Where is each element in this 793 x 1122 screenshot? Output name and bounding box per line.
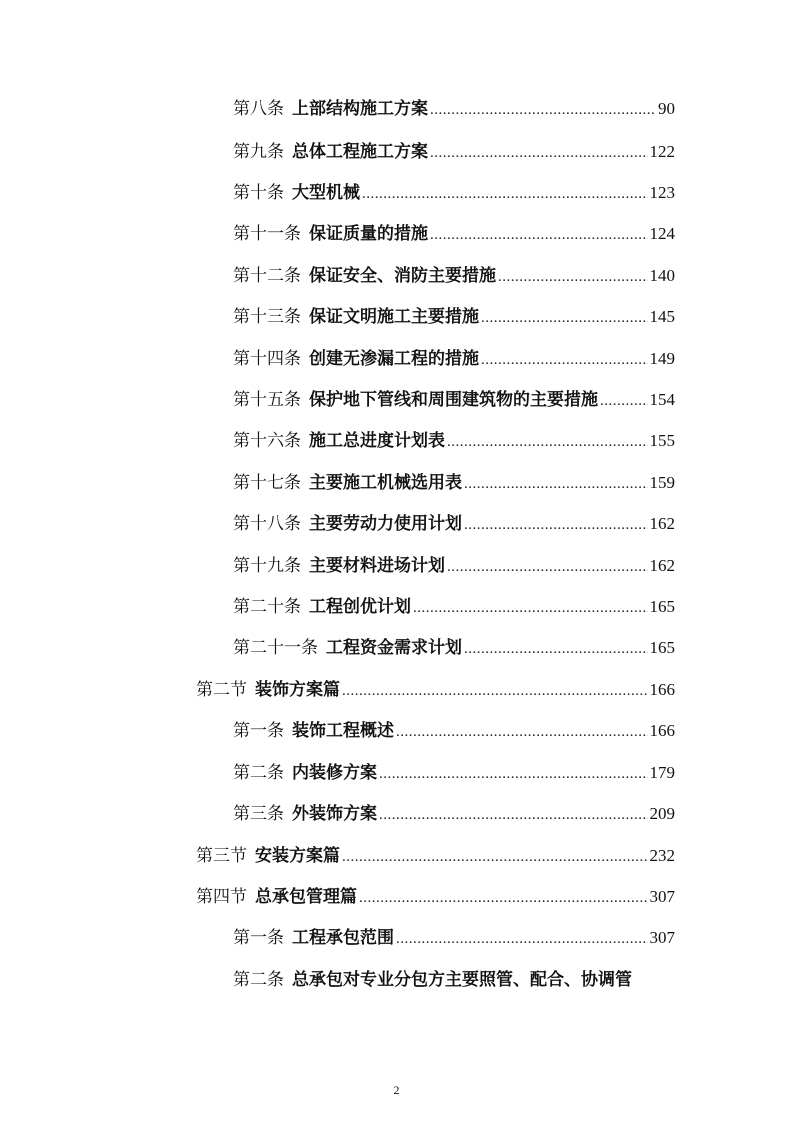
toc-entry-title: 主要劳动力使用计划 (309, 514, 462, 534)
dot-leader (413, 595, 648, 621)
toc-entry-title: 创建无渗漏工程的措施 (309, 349, 479, 369)
toc-entry-title: 内装修方案 (292, 763, 377, 783)
toc-entry[interactable] (233, 428, 675, 454)
dot-leader (464, 636, 648, 662)
toc-entry-title: 工程资金需求计划 (326, 638, 462, 658)
toc-entry[interactable] (233, 304, 675, 330)
toc-entry[interactable] (196, 677, 675, 703)
toc-entry[interactable] (233, 263, 675, 289)
dot-leader (342, 844, 648, 870)
toc-entry-page: 166 (649, 721, 675, 740)
toc-entry[interactable] (233, 760, 675, 786)
toc-entry-page: 209 (649, 804, 675, 823)
toc-entry-title: 主要材料进场计划 (309, 556, 445, 576)
toc-entry-title: 施工总进度计划表 (309, 431, 445, 451)
toc-entry[interactable] (233, 967, 675, 993)
toc-entry-number: 第十九条 (233, 556, 301, 576)
dot-leader (464, 471, 648, 497)
dot-leader (342, 678, 648, 704)
toc-entry[interactable] (233, 594, 675, 620)
toc-entry-number: 第十八条 (233, 514, 301, 534)
toc-entry-page: 307 (649, 887, 675, 906)
toc-entry-number: 第二十条 (233, 597, 301, 617)
toc-entry-title: 工程承包范围 (292, 928, 394, 948)
dot-leader (396, 719, 648, 745)
toc-entry[interactable] (233, 718, 675, 744)
page-number: 2 (393, 1083, 400, 1097)
toc-entry-number: 第十条 (233, 183, 284, 203)
toc-entry[interactable] (233, 387, 675, 413)
toc-entry[interactable] (233, 801, 675, 827)
toc-entry-title: 主要施工机械选用表 (309, 473, 462, 493)
toc-entry-title: 保证安全、消防主要措施 (309, 266, 496, 286)
toc-entry-number: 第十三条 (233, 307, 301, 327)
toc-entry-number: 第十二条 (233, 266, 301, 286)
toc-entry[interactable] (233, 511, 675, 537)
toc-entry-page: 179 (649, 763, 675, 782)
toc-entry-title: 保证文明施工主要措施 (309, 307, 479, 327)
toc-entry-title: 外装饰方案 (292, 804, 377, 824)
toc-entry-number: 第十五条 (233, 390, 301, 410)
toc-entry-page: 165 (649, 638, 675, 657)
toc-entry[interactable] (233, 221, 675, 247)
toc-entry-number: 第九条 (233, 142, 284, 162)
toc-entry-number: 第一条 (233, 721, 284, 741)
toc-entry-page: 166 (649, 680, 675, 699)
toc-entry-page: 307 (649, 928, 675, 947)
dot-leader (430, 97, 656, 123)
toc-entry-title: 装饰方案篇 (255, 680, 340, 700)
toc-entry-title: 安装方案篇 (255, 846, 340, 866)
toc-entry-page: 145 (649, 307, 675, 326)
toc-entry-page: 162 (649, 556, 675, 575)
dot-leader (600, 388, 648, 414)
toc-entry-number: 第四节 (196, 887, 247, 907)
dot-leader (481, 305, 648, 331)
toc-entry-title: 总承包对专业分包方主要照管、配合、协调管 (292, 970, 632, 990)
dot-leader (447, 429, 648, 455)
dot-leader (396, 926, 648, 952)
toc-entry-page: 162 (649, 514, 675, 533)
toc-entry-number: 第一条 (233, 928, 284, 948)
toc-entry[interactable] (233, 925, 675, 951)
toc-entry-page: 124 (649, 224, 675, 243)
toc-entry-page: 155 (649, 431, 675, 450)
toc-entry-title: 装饰工程概述 (292, 721, 394, 741)
dot-leader (481, 347, 648, 373)
toc-entry-page: 149 (649, 349, 675, 368)
dot-leader (359, 885, 648, 911)
toc-entry[interactable] (233, 553, 675, 579)
toc-entry-number: 第十四条 (233, 349, 301, 369)
dot-leader (362, 181, 648, 207)
toc-entry-number: 第二条 (233, 970, 284, 990)
toc-entry-page: 140 (649, 266, 675, 285)
toc-entry-number: 第二节 (196, 680, 247, 700)
toc-entry-title: 保证质量的措施 (309, 224, 428, 244)
toc-entry-title: 保护地下管线和周围建筑物的主要措施 (309, 390, 598, 410)
toc-entry-number: 第三节 (196, 846, 247, 866)
toc-entry-title: 总体工程施工方案 (292, 142, 428, 162)
toc-entry[interactable] (196, 843, 675, 869)
toc-entry-page: 154 (649, 390, 675, 409)
toc-entry[interactable] (233, 96, 675, 122)
dot-leader (430, 222, 648, 248)
dot-leader (379, 802, 648, 828)
dot-leader (430, 140, 648, 166)
toc-entry-number: 第三条 (233, 804, 284, 824)
toc-entry-title: 总承包管理篇 (255, 887, 357, 907)
toc-entry-title: 工程创优计划 (309, 597, 411, 617)
toc-entry-page: 90 (658, 99, 675, 118)
toc-entry-number: 第十六条 (233, 431, 301, 451)
dot-leader (498, 264, 648, 290)
toc-entry[interactable] (233, 470, 675, 496)
toc-entry-page: 122 (649, 142, 675, 161)
toc-entry[interactable] (233, 139, 675, 165)
toc-entry-page: 123 (649, 183, 675, 202)
toc-entry-number: 第八条 (233, 99, 284, 119)
toc-entry-number: 第二十一条 (233, 638, 318, 658)
toc-entry[interactable] (233, 180, 675, 206)
dot-leader (379, 761, 648, 787)
toc-entry-title: 大型机械 (292, 183, 360, 203)
dot-leader (464, 512, 648, 538)
toc-entry-page: 165 (649, 597, 675, 616)
toc-entry[interactable] (233, 635, 675, 661)
toc-entry[interactable] (233, 346, 675, 372)
toc-entry-number: 第十七条 (233, 473, 301, 493)
dot-leader (447, 554, 648, 580)
toc-entry-number: 第二条 (233, 763, 284, 783)
toc-entry[interactable] (196, 884, 675, 910)
toc-entry-page: 232 (649, 846, 675, 865)
toc-entry-title: 上部结构施工方案 (292, 99, 428, 119)
toc-entry-page: 159 (649, 473, 675, 492)
toc-entry-number: 第十一条 (233, 224, 301, 244)
